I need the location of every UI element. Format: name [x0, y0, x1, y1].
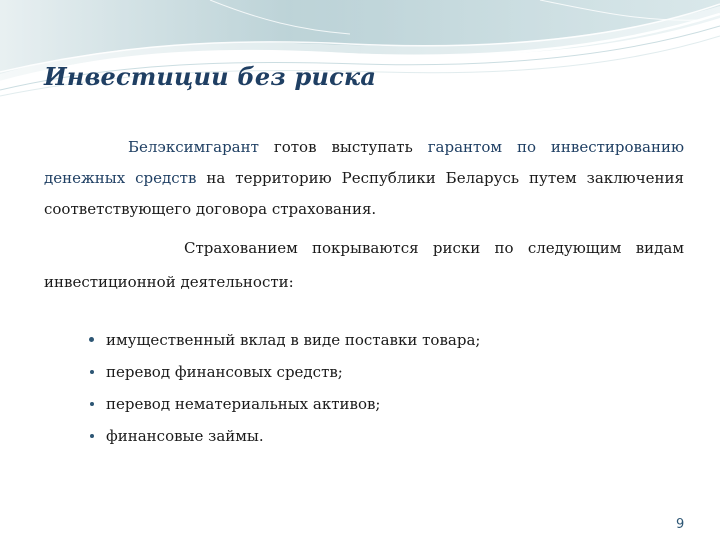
- bullet-icon: [89, 337, 94, 342]
- page-number: 9: [676, 517, 685, 532]
- bullet-list: [44, 329, 684, 457]
- bullet-icon: [90, 370, 94, 374]
- bullet-icon: [90, 434, 94, 438]
- list-item-text: финансовые займы.: [106, 427, 264, 445]
- list-item: [90, 329, 684, 361]
- paragraph1-highlight: гарантом по инвестированию денежных средств: [44, 138, 684, 187]
- bullet-icon: [90, 402, 94, 406]
- company-name: Белэксимгарант: [128, 138, 259, 156]
- paragraph1-text-1: готов выступать: [258, 138, 428, 156]
- list-item-text: перевод нематериальных активов;: [106, 395, 381, 413]
- list-item: [90, 361, 684, 393]
- list-item-text: перевод финансовых средств;: [106, 363, 343, 381]
- paragraph-guarantor: [44, 132, 684, 225]
- paragraph-coverage: Страхованием покрываются риски по следующим видам инвестиционной деятельности:: [44, 239, 684, 291]
- slide-body: [44, 132, 684, 457]
- list-item-text: имущественный вклад в виде поставки товара;: [106, 331, 481, 349]
- list-item: [90, 393, 684, 425]
- paragraph1-text-2: на территорию Республики Беларусь путем заключения соответствующего договора страхования.: [44, 169, 684, 218]
- list-item: [90, 425, 684, 457]
- slide-title: Инвестиции без риска: [44, 62, 377, 91]
